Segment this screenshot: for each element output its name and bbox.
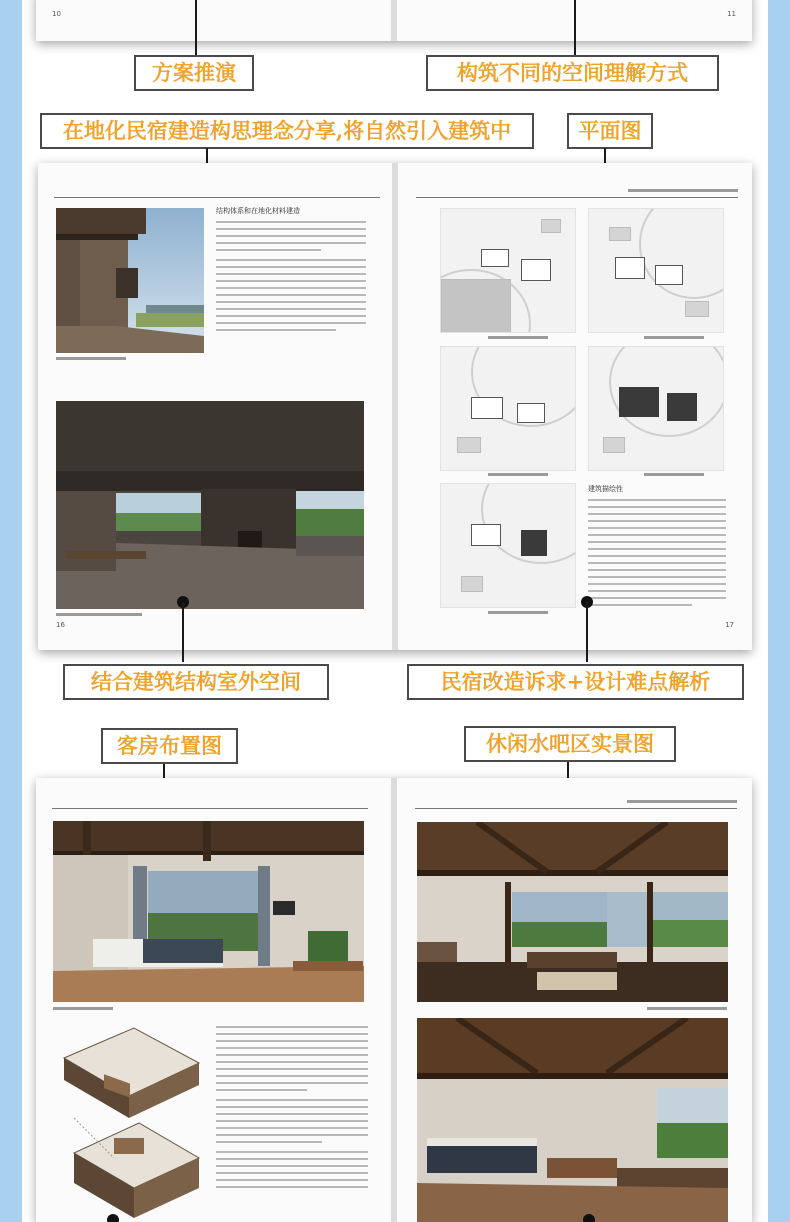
text-line xyxy=(216,1075,368,1077)
text-line xyxy=(216,1113,368,1115)
text-line xyxy=(216,1033,368,1035)
site-plan-4 xyxy=(588,346,724,471)
building-outline xyxy=(615,257,645,279)
text-line xyxy=(588,499,726,501)
text-line xyxy=(588,548,726,550)
body-text xyxy=(588,499,726,611)
label-space-understanding: 构筑不同的空间理解方式 xyxy=(426,55,719,91)
photo-caption xyxy=(647,1007,727,1010)
text-line xyxy=(588,569,726,571)
left-page xyxy=(36,778,391,1222)
header-rule xyxy=(52,808,368,809)
section-heading: 结构体系和在地化材料建造 xyxy=(216,207,300,215)
text-line xyxy=(588,534,726,536)
text-line xyxy=(216,1099,368,1101)
building-outline xyxy=(521,259,551,281)
text-line xyxy=(216,1127,368,1129)
header-rule xyxy=(54,197,380,198)
header-rule xyxy=(416,197,738,198)
text-line xyxy=(216,266,366,268)
text-line xyxy=(216,1068,368,1070)
text-line xyxy=(216,1061,368,1063)
text-line xyxy=(216,1040,368,1042)
right-page xyxy=(398,163,752,650)
text-line xyxy=(588,590,726,592)
middle-book-spread xyxy=(38,163,752,650)
text-line xyxy=(216,280,366,282)
text-line xyxy=(216,249,321,251)
text-line xyxy=(588,604,692,606)
text-line xyxy=(216,1047,368,1049)
text-line xyxy=(588,555,726,557)
text-line xyxy=(588,541,726,543)
label-guest-room: 客房布置图 xyxy=(101,728,238,764)
header-rule xyxy=(415,808,737,809)
text-line xyxy=(588,506,726,508)
photo-caption xyxy=(56,613,142,616)
page-number: 10 xyxy=(52,10,61,18)
text-line xyxy=(216,1106,368,1108)
text-line xyxy=(216,1172,368,1174)
road xyxy=(639,208,724,299)
page-number: 11 xyxy=(727,10,736,18)
covered-outdoor-space-photo xyxy=(56,401,364,609)
text-line xyxy=(216,308,366,310)
building-outline xyxy=(655,265,683,285)
bedroom-lounge-photo xyxy=(417,1018,728,1222)
photo-caption xyxy=(53,1007,113,1010)
left-side-band xyxy=(0,0,22,1222)
label-structure-outdoor: 结合建筑结构室外空间 xyxy=(63,664,329,700)
connector-dot xyxy=(107,1214,119,1222)
text-line xyxy=(216,1134,368,1136)
neighbor-building xyxy=(457,437,481,453)
site-plan-2 xyxy=(588,208,724,333)
section-heading: 建筑描绘性 xyxy=(588,485,623,493)
label-floor-plan: 平面图 xyxy=(567,113,653,149)
text-line xyxy=(216,1082,368,1084)
plan-caption xyxy=(488,336,548,339)
neighbor-building xyxy=(461,576,483,592)
text-line xyxy=(216,1089,307,1091)
site-plan-3 xyxy=(440,346,576,471)
connector-line xyxy=(574,0,576,56)
label-scheme: 方案推演 xyxy=(134,55,254,91)
text-line xyxy=(216,273,366,275)
text-line xyxy=(216,235,366,237)
text-line xyxy=(216,1158,368,1160)
plan-caption xyxy=(644,473,704,476)
building-massing xyxy=(619,387,659,417)
building-outline xyxy=(517,403,545,423)
running-header xyxy=(628,189,738,192)
photo-caption xyxy=(56,357,126,360)
water-bar-lounge-photo xyxy=(417,822,728,1002)
neighbor-building xyxy=(609,227,631,241)
building-outline xyxy=(471,397,503,419)
guest-room-photo xyxy=(53,821,364,1002)
text-line xyxy=(588,597,726,599)
building-massing xyxy=(667,393,697,421)
connector-line xyxy=(195,0,197,56)
text-line xyxy=(588,562,726,564)
text-line xyxy=(216,294,366,296)
text-line xyxy=(216,1026,368,1028)
text-line xyxy=(216,315,366,317)
text-line xyxy=(588,513,726,515)
text-line xyxy=(588,576,726,578)
building-massing xyxy=(521,530,547,556)
bottom-book-spread xyxy=(36,778,752,1222)
plan-caption xyxy=(488,611,548,614)
text-line xyxy=(216,259,366,261)
page-number: 17 xyxy=(725,621,734,629)
right-page xyxy=(397,778,752,1222)
connector-line xyxy=(182,602,184,662)
connector-line xyxy=(586,602,588,662)
terrain-block xyxy=(441,279,511,333)
running-header xyxy=(627,800,737,803)
left-page xyxy=(38,163,392,650)
text-line xyxy=(216,1054,368,1056)
text-line xyxy=(216,301,366,303)
text-line xyxy=(588,583,726,585)
text-line xyxy=(216,242,366,244)
label-water-bar: 休闲水吧区实景图 xyxy=(464,726,676,762)
text-line xyxy=(588,520,726,522)
plan-caption xyxy=(488,473,548,476)
text-line xyxy=(216,1186,368,1188)
text-line xyxy=(588,527,726,529)
text-line xyxy=(216,322,366,324)
site-plan-5 xyxy=(440,483,576,608)
body-text xyxy=(216,221,366,336)
label-local-concept: 在地化民宿建造构思理念分享,将自然引入建筑中 xyxy=(40,113,534,149)
body-text xyxy=(216,1026,368,1193)
text-line xyxy=(216,1151,368,1153)
text-line xyxy=(216,1141,322,1143)
label-renovation: 民宿改造诉求+设计难点解析 xyxy=(407,664,744,700)
top-left-page xyxy=(36,0,391,41)
room-axonometric-diagram xyxy=(54,1018,204,1222)
text-line xyxy=(216,1179,368,1181)
page-number: 16 xyxy=(56,621,65,629)
exterior-terrace-photo xyxy=(56,208,204,353)
text-line xyxy=(216,1120,368,1122)
text-line xyxy=(216,221,366,223)
neighbor-building xyxy=(685,301,709,317)
neighbor-building xyxy=(603,437,625,453)
right-side-band xyxy=(768,0,790,1222)
connector-dot xyxy=(583,1214,595,1222)
text-line xyxy=(216,228,366,230)
top-book-spread xyxy=(36,0,752,41)
neighbor-building xyxy=(541,219,561,233)
text-line xyxy=(216,1165,368,1167)
text-line xyxy=(216,329,336,331)
building-outline xyxy=(471,524,501,546)
building-outline xyxy=(481,249,509,267)
text-line xyxy=(216,287,366,289)
site-plan-1 xyxy=(440,208,576,333)
plan-caption xyxy=(644,336,704,339)
